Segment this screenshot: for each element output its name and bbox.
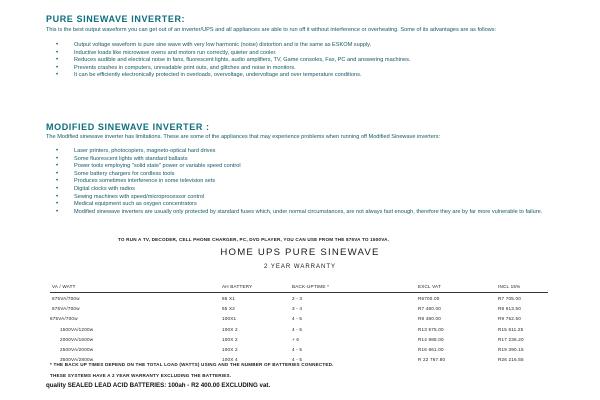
list-item: • Sewing machines with speed/microprocessor control <box>56 193 205 200</box>
product-title: HOME UPS PURE SINEWAVE <box>220 247 380 258</box>
bullet-icon: • <box>56 163 59 170</box>
table-row: 1500VA/1200w 100X 2 4 - 5 R13 575.00 R15 611.25 <box>60 326 524 332</box>
list-item: • Produces sometimes interference in some television sets <box>56 178 216 185</box>
column-header: BACK-UPTIME * <box>292 284 330 289</box>
battery-price-line: quality SEALED LEAD ACID BATTERIES: 100ah - R2 400.00 EXCLUDING vat. <box>46 382 271 389</box>
column-header: VA / WATT <box>52 284 76 289</box>
list-item: • Some fluorescent lights with standard ballasts <box>56 155 188 162</box>
list-item: • Reduces audible and electrical noise in fans, fluorescent lights, audio amplifiers, TV, Game consoles, Fax, PC and answering machines. <box>56 57 411 64</box>
table-row: 2000VA/1600w 100X 2 + 6 R14 988.00 R17 236.20 <box>60 336 524 342</box>
column-header: AH BATTERY <box>222 284 253 289</box>
table-row: 875VA/700w 100X1 4 - 5 R8 480.00 R9 752.50 <box>50 316 521 322</box>
run-appliances-note: TO RUN A TV, DECODER, CELL PHONE CHARGER, PC, DVD PLAYER, YOU CAN USE FROM THE 875VA TO 1500VA. <box>118 237 390 242</box>
table-header-divider <box>50 292 548 293</box>
modified-sinewave-intro: The Modified sinewave inverter has limitations. These are some of the appliances that may experience problems when running off Modified Sinewave inverters: <box>46 134 441 140</box>
modified-sinewave-heading: MODIFIED SINEWAVE INVERTER : <box>46 122 210 132</box>
bullet-icon: • <box>56 193 59 200</box>
list-item: • Medical equipment such as oxygen concentrators <box>56 201 197 208</box>
bullet-icon: • <box>56 170 59 177</box>
bullet-icon: • <box>56 72 59 79</box>
list-item: • Some battery chargers for cordless tools <box>56 170 175 177</box>
list-item: • Power tools employing "solid state" power or variable speed control <box>56 163 241 170</box>
bullet-icon: • <box>56 178 59 185</box>
bullet-icon: • <box>56 42 59 48</box>
table-row: 875VA/700w 65 X2 3 - 4 R7 480.00 R8 613.50 <box>52 306 521 312</box>
bullet-icon: • <box>56 57 59 64</box>
bullet-icon: • <box>56 49 59 56</box>
bullet-icon: • <box>56 208 59 215</box>
list-item: • Digital clocks with radios <box>56 185 135 192</box>
column-header: EXCL VAT <box>418 284 441 289</box>
list-item: • Modified sinewave inverters are usually only protected by standard fuses which, under normal circumstances, are not always fast enough, therefore they are by far more vulnerable to failure. <box>56 208 543 215</box>
bullet-icon: • <box>56 185 59 192</box>
modified-sinewave-problems-list <box>46 148 566 216</box>
bullet-icon: • <box>56 155 59 162</box>
bullet-icon: • <box>56 201 59 208</box>
list-item: • Output voltage waveform is pure sine wave with very low harmonic (noise) distortion and is the same as ESKOM supply. <box>56 42 372 48</box>
table-row: 875VA/700w 65 X1 2 - 3 R6700.00 R7 705.00 <box>52 296 521 301</box>
list-item: • Prevents crashes in computers, unreadable print outs, and glitches and noise in monitors. <box>56 64 296 71</box>
backup-time-footnote: * THE BACK UP TIMES DEPEND ON THE TOTAL LOAD (WATTS) USING AND THE NUMBER OF BATTERIES CONNECTED. <box>50 362 334 367</box>
pure-sinewave-heading: PURE SINEWAVE INVERTER: <box>46 14 186 24</box>
list-item: • Laser printers, photocopiers, magneto-optical hard drives <box>56 148 216 154</box>
warranty-footnote: THESE SYSTEMS HAVE A 2 YEAR WARRANTY EXCLUDING THE BATTERIES. <box>50 373 232 378</box>
bullet-icon: • <box>56 148 59 154</box>
column-header: INCL 15% <box>498 284 521 289</box>
bullet-icon: • <box>56 64 59 71</box>
table-row: 2500VA/2000w 100X 2 4 - 5 R16 861.00 R19 390.15 <box>60 346 524 352</box>
list-item: • It can be efficiently electronically protected in overloads, overvoltage, undervoltage and over temperature conditions. <box>56 72 362 79</box>
pure-sinewave-advantages-list <box>46 42 566 80</box>
pure-sinewave-intro: This is the best output waveform you can get out of an inverter/UPS and all appliances are able to run off it without interference or overheating. Some of its advantages are as follows: <box>46 27 497 33</box>
table-row: 3500VA/2800w 100X 4 4 - 5 R 22 767.80 R26 216.55 <box>60 357 524 363</box>
warranty-subtitle: 2 YEAR WARRANTY <box>263 264 336 270</box>
list-item: • Inductive loads like microwave ovens and motors run correctly, quieter and cooler. <box>56 49 277 56</box>
price-table-body <box>50 296 548 367</box>
